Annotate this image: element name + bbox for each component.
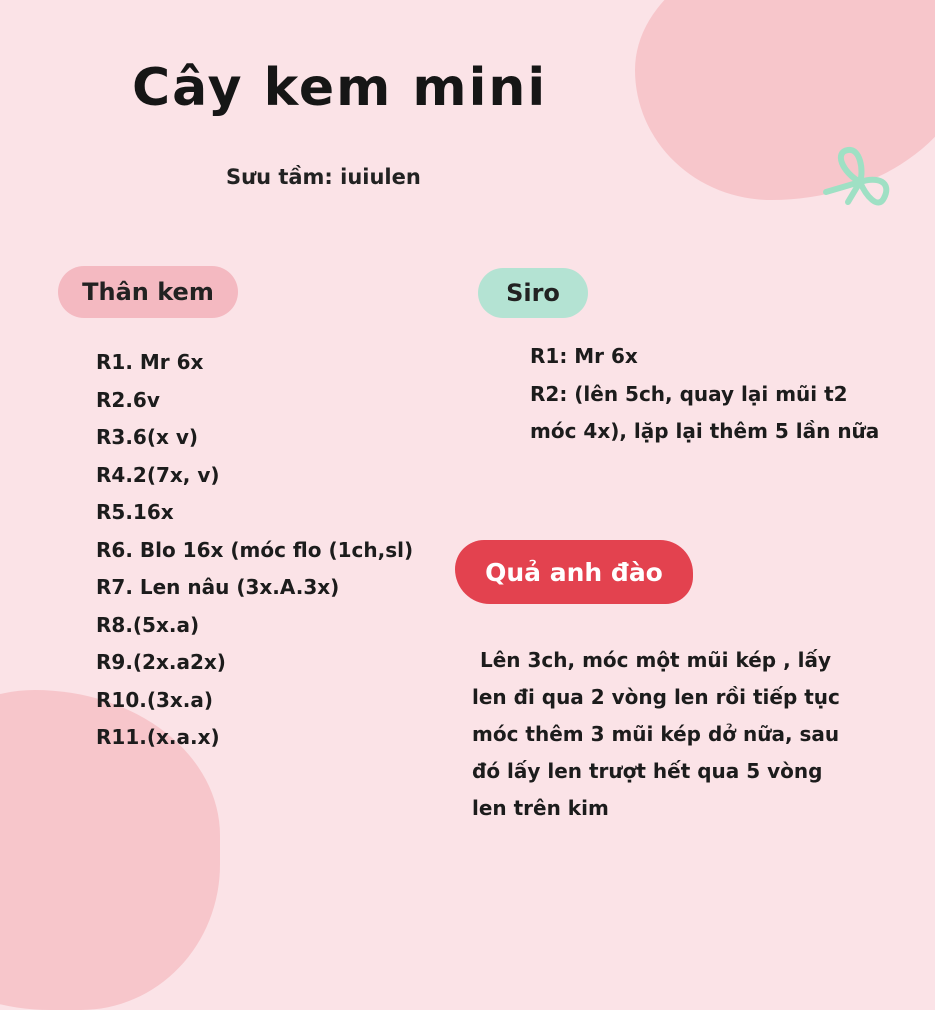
siro-row-2	[530, 376, 879, 451]
page-title: Cây kem mini	[132, 58, 548, 118]
than-kem-row-3: R3.6(x v)	[96, 425, 199, 449]
siro-row-2-line-1: R2: (lên 5ch, quay lại mũi t2	[530, 381, 848, 406]
qua-anh-dao-line-2: len đi qua 2 vòng len rồi tiếp tục	[472, 685, 840, 709]
section-heading-siro: Siro	[478, 268, 588, 318]
than-kem-row-5: R5.16x	[96, 500, 174, 524]
siro-row-1: R1: Mr 6x	[530, 344, 638, 368]
qua-anh-dao-line-1: Lên 3ch, móc một mũi kép , lấy	[480, 648, 832, 672]
qua-anh-dao-instructions	[472, 642, 892, 827]
section-heading-than-kem: Thân kem	[58, 266, 238, 318]
section-heading-qua-anh-dao: Quả anh đào	[455, 540, 693, 604]
credit-text: Sưu tầm: iuiulen	[226, 165, 421, 189]
qua-anh-dao-line-4: đó lấy len trượt hết qua 5 vòng	[472, 759, 823, 783]
qua-anh-dao-line-5: len trên kim	[472, 796, 609, 820]
than-kem-row-9: R9.(2x.a2x)	[96, 650, 226, 674]
siro-row-2-line-2: móc 4x), lặp lại thêm 5 lần nữa	[530, 419, 880, 443]
qua-anh-dao-line-3: móc thêm 3 mũi kép dở nữa, sau	[472, 722, 840, 746]
than-kem-row-10: R10.(3x.a)	[96, 687, 214, 712]
than-kem-row-8: R8.(5x.a)	[96, 612, 200, 637]
than-kem-row-4: R4.2(7x, v)	[96, 462, 220, 487]
bow-icon	[822, 142, 902, 222]
than-kem-rows	[96, 344, 413, 757]
than-kem-row-2: R2.6v	[96, 387, 160, 412]
than-kem-row-1: R1. Mr 6x	[96, 350, 204, 374]
than-kem-row-11: R11.(x.a.x)	[96, 725, 220, 749]
than-kem-row-7: R7. Len nâu (3x.A.3x)	[96, 575, 340, 599]
than-kem-row-6: R6. Blo 16x (móc flo (1ch,sl)	[96, 537, 414, 562]
siro-rows	[530, 338, 879, 451]
